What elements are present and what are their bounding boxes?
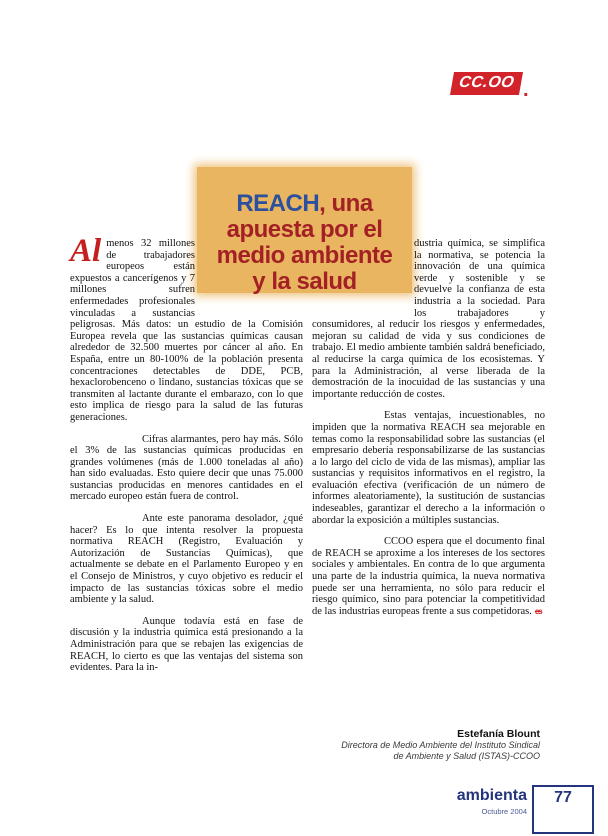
headline-wrap-spacer-left <box>195 238 303 318</box>
article-left-column <box>70 233 303 684</box>
end-of-article-icon: cs <box>534 606 542 616</box>
author-title-line1: Directora de Medio Ambiente del Instituto Sindical <box>341 740 540 750</box>
paragraph: Ante este panorama desolador, ¿qué hacer? Es lo que intenta resolver la propuesta normativa REACH (Registro, Evaluación y Autorización de Sustancias Químicas), que actualmente se debate en el Parlamento Europeo y en el Consejo de Ministros, y cuyo objetivo es reducir el impacto de las sustancias tóxicas sobre el medio ambiente y la salud. <box>70 513 303 606</box>
magazine-name: ambienta <box>456 787 527 804</box>
ccoo-logo <box>452 72 529 101</box>
dropcap: Al <box>70 233 102 269</box>
headline-line-3: medio ambiente <box>216 242 393 269</box>
headline-line-4: y la salud <box>252 268 357 295</box>
headline-line-1 <box>197 191 412 217</box>
paragraph-last-text: CCOO espera que el documento final de REACH se aproxime a los intereses de los sectores sociales y ambientales. En contra de lo que argumenta una parte de la industria química, la nueva normativa puede ser una herramienta, no sólo para reducir el riesgo químico, sino para potenciar la competitividad de las industrias europeas frente a sus competidoras. <box>312 536 545 617</box>
paragraph: Cifras alarmantes, pero hay más. Sólo el 3% de las sustancias químicas producidas en grandes volúmenes (más de 1.000 toneladas al año) han sido evaluadas. Esto quiere decir que unas 75.000 sustancias producidas en menores cantidades en el mercado europeo están fuera de control. <box>70 433 303 503</box>
paragraph: Aunque todavía está en fase de discusión y la industria química está presionando a la Administración para que se rebajen las exigencias de REACH, lo cierto es que las ventajas del sistema son evidentes. Para la in- <box>70 615 303 674</box>
issue-date: Octubre 2004 <box>481 807 527 816</box>
headline-line-2: apuesta por el <box>226 216 383 243</box>
author-name: Estefanía Blount <box>457 728 540 740</box>
headline-line1-rest: , una <box>319 190 373 217</box>
author-title-line2: de Ambiente y Salud (ISTAS)-CCOO <box>393 750 540 761</box>
headline-wrap-spacer-right <box>312 238 414 318</box>
page-number-box <box>532 785 594 834</box>
author-block <box>300 728 540 761</box>
paragraph: Estas ventajas, incuestionables, no impiden que la normativa REACH sea mejorable en temas como la responsabilidad sobre las sustancias (el empresario debería responsabilizarse de las sustancias a lo largo del ciclo de vida de las mismas), ampliar las sustancias y requisitos informativos en el registro, la evaluación efectiva (verificación de un número de informes aleatoriamente), la sustitución de sustancias indeseables, garantizar el derecho a la información o abordar la exposición a múltiples sustancias. <box>312 410 545 526</box>
page-number: 77 <box>554 789 572 806</box>
paragraph-last <box>312 536 545 617</box>
ccoo-logo-period: . <box>522 79 529 101</box>
ccoo-logo-text: CC.OO <box>457 74 516 91</box>
paragraph: dustria química, se simplifica la normativa, se potencia la innovación de una química verde y sostenible y se devuelve la confianza de esta industria a la sociedad. Para los trabajadores y consumidores, al reducir los riesgos y enfermedades, mejoran su calidad de vida y sus condiciones de trabajo. El medio ambiente también saldrá beneficiado, al reducirse la carga química de los ecosistemas. Y para la Administración, al verse liberada de la demostración de la inocuidad de las sustancias y una importante reducción de costes. <box>312 238 545 400</box>
article-right-column <box>312 238 545 627</box>
paragraph-lead-text: menos 32 millones de trabajadores europeos están expuestos a cancerígenos y 7 millones sufren enfermedades profesionales vinculadas a sustancias peligrosas. Más datos: un estudio de la Comisión Europea revela que las sustancias químicas causan alrededor de 32.500 muertes por cáncer al año. En España, entre un 80-100% de la población presenta concentraciones detectables de DDE, PCB, hexaclorobenceno o lindano, sustancias tóxicas que se transmiten al lactante durante el embarazo, con lo que esto implica de riesgo para la salud de las futuras generaciones. <box>70 238 303 423</box>
ccoo-logo-box <box>450 72 523 95</box>
headline-word-reach: REACH <box>236 190 320 217</box>
